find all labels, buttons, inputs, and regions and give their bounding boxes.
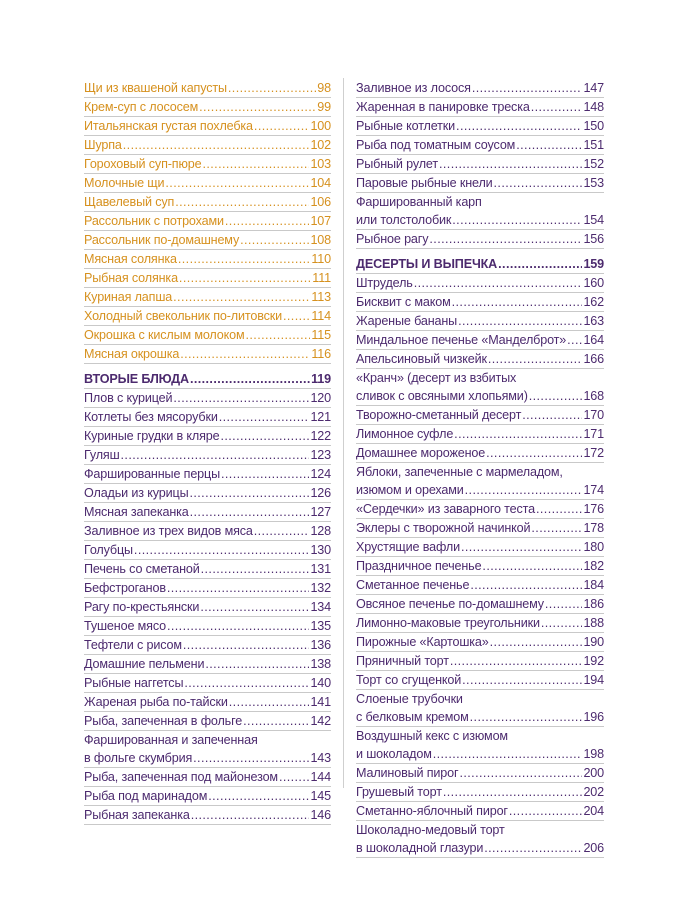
entry-title: Паровые рыбные кнели (356, 176, 493, 190)
page-number: 123 (310, 448, 331, 462)
page-number: 124 (310, 467, 331, 481)
page-number: 121 (310, 410, 331, 424)
toc-entry[interactable] (356, 652, 604, 671)
toc-entry[interactable] (356, 633, 604, 652)
entry-title: Мясная запеканка (84, 505, 189, 519)
entry-title-line1: Слоеные трубочки (356, 692, 463, 706)
entry-title: «Сердечки» из заварного теста (356, 502, 535, 516)
page-number: 146 (310, 808, 331, 822)
page-number: 202 (583, 785, 604, 799)
page-number: 147 (583, 81, 604, 95)
page-number: 152 (583, 157, 604, 171)
toc-entry[interactable] (84, 427, 331, 446)
toc-entry[interactable] (84, 269, 331, 288)
entry-title: Рыбная запеканка (84, 808, 190, 822)
entry-title: Куриные грудки в кляре (84, 429, 220, 443)
entry-title: Овсяное печенье по-домашнему (356, 597, 544, 611)
page-number: 110 (311, 252, 331, 266)
page-number: 182 (583, 559, 604, 573)
page-number: 178 (583, 521, 604, 535)
entry-title: Рассольник с потрохами (84, 214, 224, 228)
entry-title: Щавелевый суп (84, 195, 175, 209)
entry-title: Рыбная солянка (84, 271, 178, 285)
toc-entry[interactable] (84, 522, 331, 541)
toc-entry[interactable] (356, 230, 604, 249)
section-title: ВТОРЫЕ БЛЮДА (84, 372, 189, 386)
entry-title: Жаренная в панировке треска (356, 100, 530, 114)
page-number: 134 (310, 600, 331, 614)
toc-entry[interactable] (356, 519, 604, 538)
page-number: 190 (583, 635, 604, 649)
toc-entry-puff-tubes[interactable] (356, 690, 604, 727)
toc-entry[interactable] (84, 617, 331, 636)
page-number: 166 (583, 352, 604, 366)
page-number: 135 (310, 619, 331, 633)
page-number: 122 (310, 429, 331, 443)
entry-title: Гороховый суп-пюре (84, 157, 202, 171)
page-number: 130 (310, 543, 331, 557)
desserts-list (356, 274, 604, 369)
page-number: 115 (311, 328, 331, 342)
page-number: 204 (583, 804, 604, 818)
entry-title: Торт со сгущенкой (356, 673, 462, 687)
toc-entry[interactable] (84, 307, 331, 326)
entry-title: Тефтели с рисом (84, 638, 182, 652)
toc-entry[interactable] (356, 444, 604, 463)
column-divider (343, 78, 344, 788)
page-number: 111 (312, 271, 331, 285)
page-number: 126 (310, 486, 331, 500)
toc-entry[interactable] (84, 579, 331, 598)
page-number: 128 (310, 524, 331, 538)
toc-entry[interactable] (356, 764, 604, 783)
entry-title: Апельсиновый чизкейк (356, 352, 487, 366)
entry-title: Творожно-сметанный десерт (356, 408, 522, 422)
entry-title: Рыба под томатным соусом (356, 138, 516, 152)
toc-entry[interactable] (356, 274, 604, 293)
toc-entry[interactable] (84, 98, 331, 117)
page-number: 140 (310, 676, 331, 690)
toc-entry[interactable] (84, 136, 331, 155)
toc-entry[interactable] (356, 331, 604, 350)
page-number: 107 (310, 214, 331, 228)
page-number: 194 (583, 673, 604, 687)
toc-entry[interactable] (84, 250, 331, 269)
entry-title: Итальянская густая похлебка (84, 119, 253, 133)
entry-title: Фаршированные перцы (84, 467, 220, 481)
page-number: 151 (583, 138, 604, 152)
entry-title: Плов с курицей (84, 391, 173, 405)
entry-title-line2: и шоколадом (356, 747, 432, 761)
entry-title: Сметанное печенье (356, 578, 470, 592)
entry-title: Лимонно-маковые треугольники (356, 616, 540, 630)
toc-entry[interactable] (84, 288, 331, 307)
page-number: 127 (310, 505, 331, 519)
toc-entry[interactable] (84, 117, 331, 136)
desserts-list-4 (356, 764, 604, 821)
toc-left-column (84, 79, 331, 825)
page-number: 176 (583, 502, 604, 516)
entry-title: Штрудель (356, 276, 413, 290)
section-desserts[interactable] (356, 255, 604, 274)
section-title: ДЕСЕРТЫ И ВЫПЕЧКА (356, 257, 498, 271)
entry-title: Бефстроганов (84, 581, 166, 595)
page-number: 188 (583, 616, 604, 630)
fish-list (84, 768, 331, 825)
page-number: 186 (583, 597, 604, 611)
page-number: 108 (310, 233, 331, 247)
entry-title: Мясная солянка (84, 252, 177, 266)
page-number: 141 (310, 695, 331, 709)
entry-title: Рагу по-крестьянски (84, 600, 200, 614)
toc-entry[interactable] (356, 293, 604, 312)
page-number: 174 (583, 483, 604, 497)
entry-title: Домашнее мороженое (356, 446, 486, 460)
entry-title: Холодный свекольник по-литовски (84, 309, 282, 323)
toc-entry[interactable] (84, 446, 331, 465)
entry-title: Хрустящие вафли (356, 540, 460, 554)
entry-title: Куриная лапша (84, 290, 173, 304)
page-number: 98 (317, 81, 331, 95)
entry-title: Гуляш (84, 448, 120, 462)
entry-title: Пряничный торт (356, 654, 449, 668)
toc-entry[interactable] (356, 312, 604, 331)
entry-title-line2: в фольге скумбрия (84, 751, 193, 765)
toc-entry[interactable] (84, 155, 331, 174)
toc-entry[interactable] (356, 98, 604, 117)
toc-entry[interactable] (84, 484, 331, 503)
page-number: 168 (583, 389, 604, 403)
page-number: 156 (583, 232, 604, 246)
entry-title: Малиновый пирог (356, 766, 459, 780)
page-number: 159 (583, 257, 604, 271)
page-number: 114 (311, 309, 331, 323)
toc-entry[interactable] (84, 326, 331, 345)
entry-title: Лимонное суфле (356, 427, 454, 441)
entry-title: Окрошка с кислым молоком (84, 328, 245, 342)
toc-entry[interactable] (356, 350, 604, 369)
page-number: 131 (310, 562, 331, 576)
soups-list (84, 79, 331, 364)
page-number: 163 (583, 314, 604, 328)
page-number: 119 (311, 372, 331, 386)
toc-entry[interactable] (356, 425, 604, 444)
entry-title: Мясная окрошка (84, 347, 180, 361)
page-number: 196 (583, 710, 604, 724)
entry-title: Рыбные наггетсы (84, 676, 184, 690)
toc-entry[interactable] (84, 345, 331, 364)
toc-entry[interactable] (356, 500, 604, 519)
entry-title-line1: Фаршированная и запеченная (84, 733, 258, 747)
page-number: 144 (310, 770, 331, 784)
page-number: 148 (583, 100, 604, 114)
page-number: 154 (583, 213, 604, 227)
entry-title-line2: в шоколадной глазури (356, 841, 484, 855)
entry-title: Домашние пельмени (84, 657, 205, 671)
toc-entry[interactable] (84, 768, 331, 787)
toc-entry[interactable] (84, 503, 331, 522)
toc-entry[interactable] (84, 636, 331, 655)
entry-title: Рыбный рулет (356, 157, 438, 171)
entry-title-line1: Шоколадно-медовый торт (356, 823, 505, 837)
toc-entry[interactable] (84, 465, 331, 484)
toc-entry[interactable] (84, 693, 331, 712)
entry-title: Миндальное печенье «Манделброт» (356, 333, 567, 347)
page-number: 132 (310, 581, 331, 595)
entry-title: Бисквит с маком (356, 295, 451, 309)
page-number: 192 (583, 654, 604, 668)
toc-entry[interactable] (84, 541, 331, 560)
page-number: 99 (317, 100, 331, 114)
page-number: 143 (310, 751, 331, 765)
entry-title-line1: Воздушный кекс с изюмом (356, 729, 508, 743)
entry-title: Голубцы (84, 543, 133, 557)
entry-title: Рассольник по-домашнему (84, 233, 240, 247)
entry-title: Котлеты без мясорубки (84, 410, 218, 424)
page-number: 198 (583, 747, 604, 761)
page-number: 100 (310, 119, 331, 133)
page-number: 171 (583, 427, 604, 441)
page-number: 142 (310, 714, 331, 728)
toc-right-column (356, 79, 604, 858)
toc-entry[interactable] (356, 576, 604, 595)
page-number: 164 (583, 333, 604, 347)
toc-entry[interactable] (356, 174, 604, 193)
entry-title-line2: с белковым кремом (356, 710, 469, 724)
entry-title: Заливное из трех видов мяса (84, 524, 253, 538)
entry-title: Жареные бананы (356, 314, 458, 328)
toc-entry[interactable] (356, 595, 604, 614)
toc-entry[interactable] (84, 787, 331, 806)
entry-title: Рыбное рагу (356, 232, 429, 246)
toc-entry[interactable] (356, 783, 604, 802)
toc-entry[interactable] (356, 557, 604, 576)
toc-entry-crunch[interactable] (356, 369, 604, 406)
toc-entry[interactable] (84, 212, 331, 231)
toc-entry[interactable] (84, 712, 331, 731)
entry-title: Праздничное печенье (356, 559, 482, 573)
toc-entry[interactable] (84, 389, 331, 408)
entry-title: Тушеное мясо (84, 619, 166, 633)
toc-entry[interactable] (356, 802, 604, 821)
entry-title: Шурпа (84, 138, 122, 152)
entry-title: Эклеры с творожной начинкой (356, 521, 531, 535)
toc-entry[interactable] (356, 136, 604, 155)
entry-title: Рыба, запеченная в фольге (84, 714, 243, 728)
toc-entry[interactable] (84, 231, 331, 250)
page-number: 116 (311, 347, 331, 361)
entry-title: Грушевый торт (356, 785, 442, 799)
page-number: 138 (310, 657, 331, 671)
entry-title-line2: или толстолобик (356, 213, 452, 227)
toc-entry[interactable] (356, 406, 604, 425)
toc-entry[interactable] (356, 155, 604, 174)
toc-entry-baked-apples[interactable] (356, 463, 604, 500)
entry-title-line1: Фаршированный карп (356, 195, 482, 209)
entry-title: Молочные щи (84, 176, 165, 190)
entry-title-line1: «Кранч» (десерт из взбитых (356, 371, 517, 385)
page-number: 150 (583, 119, 604, 133)
entry-title: Крем-суп с лососем (84, 100, 199, 114)
page-number: 206 (583, 841, 604, 855)
toc-entry[interactable] (84, 598, 331, 617)
entry-title: Щи из квашеной капусты (84, 81, 227, 95)
page-number: 153 (583, 176, 604, 190)
main-courses-list (84, 389, 331, 731)
toc-entry[interactable] (356, 79, 604, 98)
page-number: 145 (310, 789, 331, 803)
toc-entry[interactable] (84, 806, 331, 825)
toc-entry[interactable] (84, 193, 331, 212)
page-number: 120 (310, 391, 331, 405)
entry-title: Рыба, запеченная под майонезом (84, 770, 278, 784)
desserts-list-2 (356, 406, 604, 463)
toc-entry[interactable] (84, 408, 331, 427)
entry-title-line2: сливок с овсяными хлопьями) (356, 389, 528, 403)
page-number: 102 (310, 138, 331, 152)
page-number: 106 (310, 195, 331, 209)
entry-title: Оладьи из курицы (84, 486, 189, 500)
page-number: 184 (583, 578, 604, 592)
desserts-list-3 (356, 500, 604, 690)
toc-entry[interactable] (84, 674, 331, 693)
toc-entry[interactable] (356, 117, 604, 136)
entry-title: Сметанно-яблочный пирог (356, 804, 508, 818)
toc-entry-honey-cake[interactable] (356, 821, 604, 858)
page-number: 136 (310, 638, 331, 652)
entry-title: Пирожные «Картошка» (356, 635, 489, 649)
page-number: 170 (583, 408, 604, 422)
page-number: 103 (310, 157, 331, 171)
fish-list-continued (356, 79, 604, 193)
toc-entry[interactable] (84, 174, 331, 193)
toc-entry[interactable] (356, 671, 604, 690)
entry-title-line2: изюмом и орехами (356, 483, 464, 497)
page-number: 200 (583, 766, 604, 780)
entry-title: Печень со сметаной (84, 562, 200, 576)
page-number: 180 (583, 540, 604, 554)
page-number: 160 (583, 276, 604, 290)
toc-entry-stuffed-mackerel[interactable] (84, 731, 331, 768)
toc-entry-stuffed-carp[interactable] (356, 193, 604, 230)
entry-title: Жареная рыба по-тайски (84, 695, 228, 709)
section-second-courses[interactable] (84, 370, 331, 389)
fish-stew-list (356, 230, 604, 249)
toc-entry[interactable] (84, 79, 331, 98)
page-number: 162 (583, 295, 604, 309)
entry-title: Заливное из лосося (356, 81, 471, 95)
page-number: 104 (310, 176, 331, 190)
entry-title: Рыбные котлетки (356, 119, 456, 133)
entry-title-line1: Яблоки, запеченные с мармеладом, (356, 465, 563, 479)
toc-entry[interactable] (84, 655, 331, 674)
page-number: 172 (583, 446, 604, 460)
entry-title: Рыба под маринадом (84, 789, 208, 803)
toc-entry[interactable] (356, 538, 604, 557)
toc-entry[interactable] (84, 560, 331, 579)
toc-entry[interactable] (356, 614, 604, 633)
page-number: 113 (311, 290, 331, 304)
toc-entry-raisin-muffin[interactable] (356, 727, 604, 764)
